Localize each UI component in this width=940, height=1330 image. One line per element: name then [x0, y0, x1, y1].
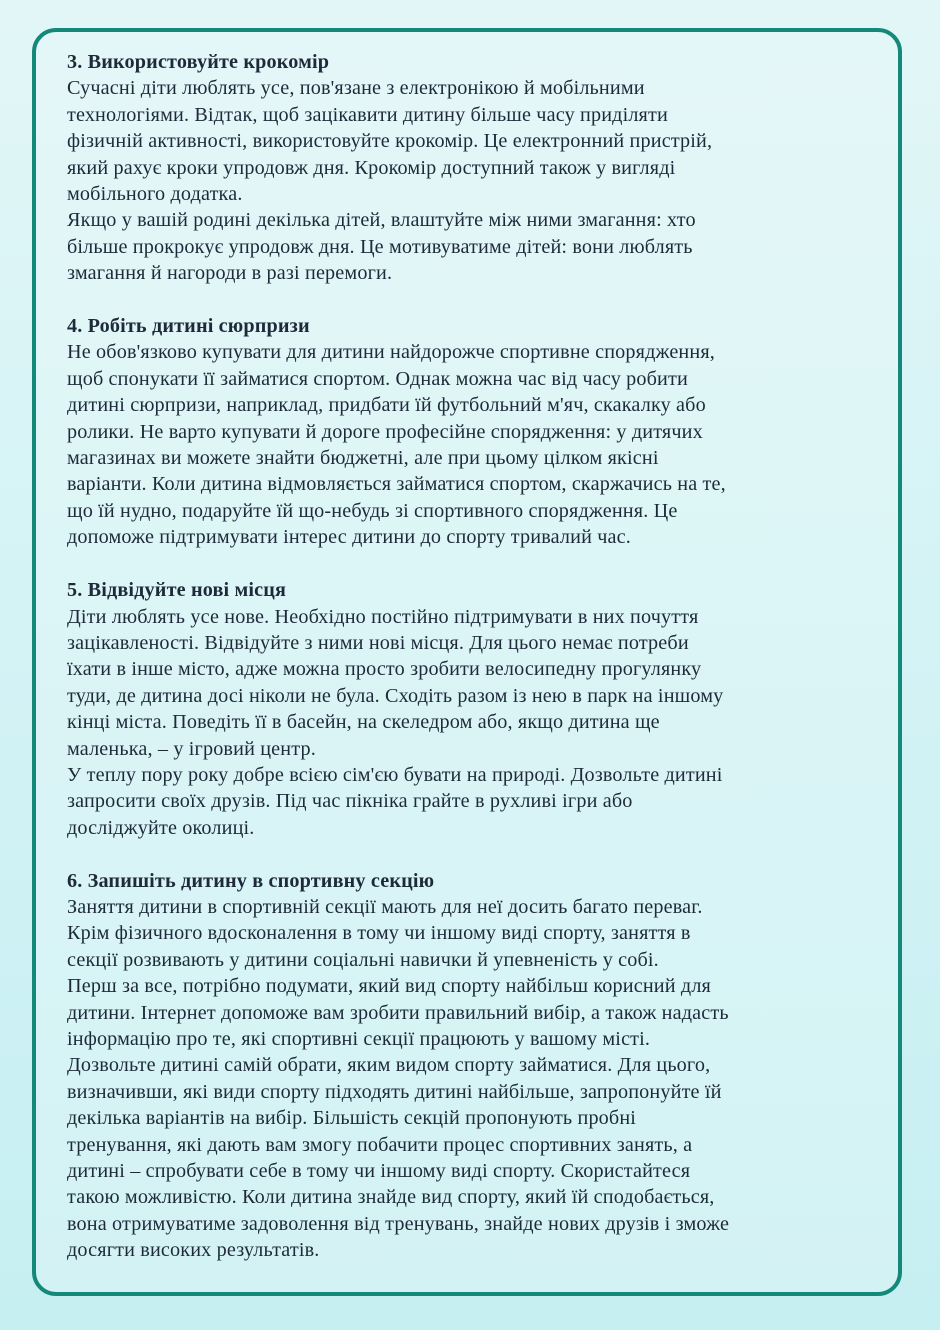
paragraph-line: такою можливістю. Коли дитина знайде вид спорту, який їй сподобається,	[67, 1186, 715, 1209]
section-heading: 4. Робіть дитині сюрпризи	[67, 315, 310, 338]
section-heading: 5. Відвідуйте нові місця	[67, 579, 287, 602]
paragraph-line: туди, де дитина досі ніколи не була. Сходіть разом із нею в парк на іншому	[67, 684, 724, 707]
paragraph-line: визначивши, які види спорту підходять дитині найбільше, запропонуйте їй	[67, 1080, 722, 1103]
paragraph-line: варіанти. Коли дитина відмовляється займатися спортом, скаржачись на те,	[67, 473, 726, 496]
paragraph-line: Перш за все, потрібно подумати, який вид спорту найбільш корисний для	[67, 975, 711, 998]
document-body	[67, 49, 857, 1264]
paragraph-line: дитині сюрпризи, наприклад, придбати їй футбольний м'яч, скакалку або	[67, 394, 706, 417]
paragraph-line: дитини. Інтернет допоможе вам зробити правильний вибір, а також надасть	[67, 1001, 729, 1024]
paragraph-line: декілька варіантів на вибір. Більшість секцій пропонують пробні	[67, 1107, 637, 1130]
paragraph-line: щоб спонукати її займатися спортом. Однак можна час від часу робити	[67, 367, 688, 390]
paragraph-line: Діти люблять усе нове. Необхідно постійно підтримувати в них почуття	[67, 605, 699, 628]
paragraph-line: тренування, які дають вам змогу побачити процес спортивних занять, а	[67, 1133, 693, 1156]
paragraph-line: який рахує кроки упродовж дня. Крокомір доступний також у вигляді	[67, 156, 676, 179]
paragraph-line: фізичній активності, використовуйте крокомір. Це електронний пристрій,	[67, 130, 713, 153]
paragraph-line: інформацію про те, які спортивні секції працюють у вашому місті.	[67, 1027, 651, 1050]
paragraph-line: кінці міста. Поведіть її в басейн, на скеледром або, якщо дитина ще	[67, 711, 660, 734]
paragraph-line: досліджуйте околиці.	[67, 816, 255, 839]
paragraph-line: Не обов'язково купувати для дитини найдорожче спортивне спорядження,	[67, 341, 715, 364]
paragraph-line: їхати в інше місто, адже можна просто зробити велосипедну прогулянку	[67, 658, 702, 681]
paragraph-line: технологіями. Відтак, щоб зацікавити дитину більше часу приділяти	[67, 103, 668, 126]
paragraph-line: дитині – спробувати себе в тому чи іншому виді спорту. Скористайтеся	[67, 1160, 691, 1183]
section-new-places	[67, 577, 857, 841]
section-pedometer	[67, 49, 857, 287]
paragraph-line: зацікавленості. Відвідуйте з ними нові місця. Для цього немає потреби	[67, 631, 689, 654]
section-surprises	[67, 313, 857, 551]
section-heading: 3. Використовуйте крокомір	[67, 51, 330, 73]
paragraph-line: маленька, – у ігровий центр.	[67, 737, 316, 760]
paragraph-line: що їй нудно, подаруйте їй що-небудь зі спортивного спорядження. Це	[67, 499, 678, 522]
paragraph-line: ролики. Не варто купувати й дороге професійне спорядження: у дитячих	[67, 420, 703, 443]
paragraph-line: У теплу пору року добре всією сім'єю бувати на природі. Дозвольте дитині	[67, 763, 723, 786]
paragraph-line: більше прокрокує упродовж дня. Це мотивуватиме дітей: вони люблять	[67, 235, 693, 258]
paragraph-line: магазинах ви можете знайти бюджетні, але при цьому цілком якісні	[67, 447, 659, 470]
section-heading: 6. Запишіть дитину в спортивну секцію	[67, 869, 435, 892]
paragraph-line: мобільного додатка.	[67, 183, 243, 206]
paragraph-line: змагання й нагороди в разі перемоги.	[67, 262, 393, 285]
paragraph-line: вона отримуватиме задоволення від тренувань, знайде нових друзів і зможе	[67, 1212, 730, 1235]
paragraph-line: секції розвивають у дитини соціальні навички й упевненість у собі.	[67, 948, 659, 971]
paragraph-line: Крім фізичного вдосконалення в тому чи іншому виді спорту, заняття в	[67, 922, 691, 945]
paragraph-line: Дозвольте дитині самій обрати, яким видом спорту займатися. Для цього,	[67, 1054, 711, 1077]
paragraph-line: Якщо у вашій родині декілька дітей, влаштуйте між ними змагання: хто	[67, 209, 696, 232]
paragraph-line: допоможе підтримувати інтерес дитини до спорту тривалий час.	[67, 526, 631, 549]
paragraph-line: запросити своїх друзів. Під час пікніка грайте в рухливі ігри або	[67, 790, 633, 813]
section-sports-club	[67, 868, 857, 1264]
paragraph-line: досягти високих результатів.	[67, 1239, 320, 1262]
paragraph-line: Заняття дитини в спортивній секції мають для неї досить багато переваг.	[67, 895, 703, 918]
paragraph-line: Сучасні діти люблять усе, пов'язане з електронікою й мобільними	[67, 77, 645, 100]
